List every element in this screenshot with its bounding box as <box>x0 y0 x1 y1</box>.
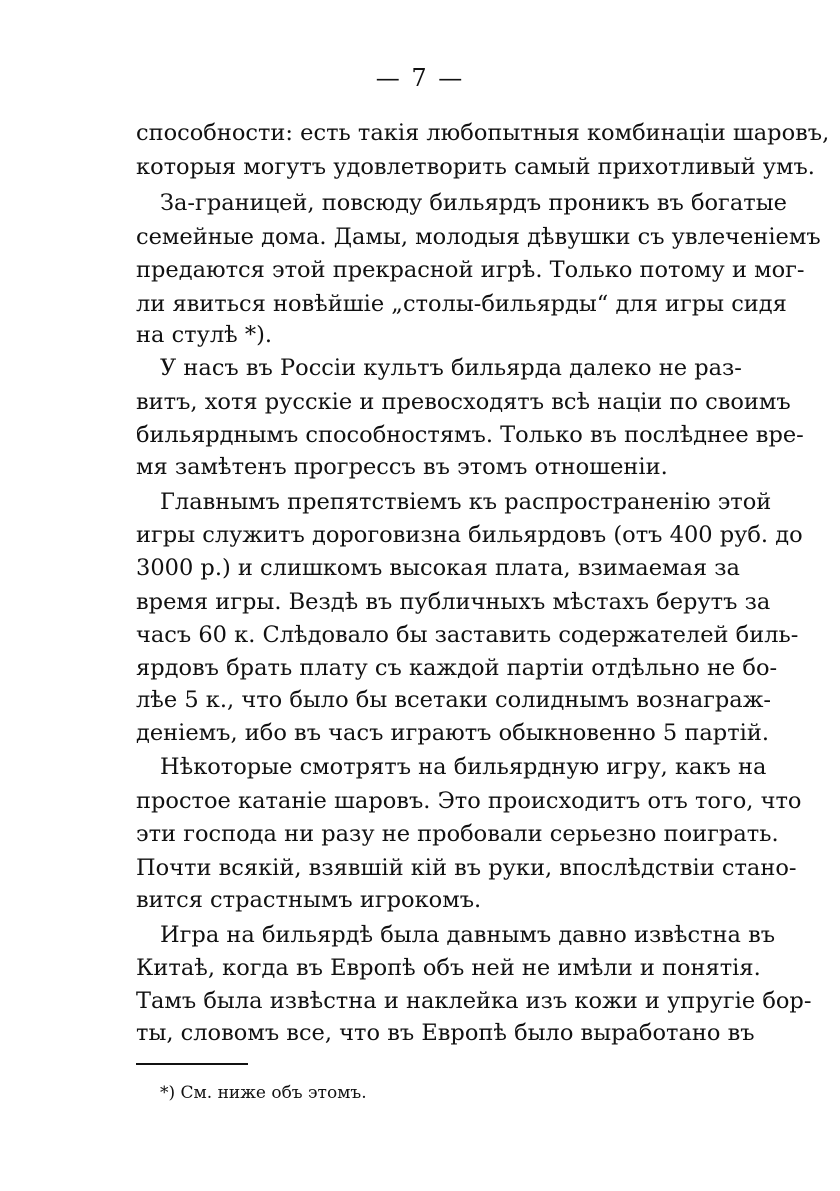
text-line: Тамъ была извѣстна и наклейка изъ кожи и упругіе бор- <box>136 988 812 1014</box>
text-line: деніемъ, ибо въ часъ играютъ обыкновенно 5 партій. <box>136 720 769 746</box>
footnote: *) См. ниже объ этомъ. <box>160 1083 367 1103</box>
text-line: Китаѣ, когда въ Европѣ объ ней не имѣли и понятія. <box>136 955 761 981</box>
text-line: предаются этой прекрасной игрѣ. Только потому и мог- <box>136 257 805 283</box>
text-line: лѣе 5 к., что было бы всетаки солиднымъ вознаграж- <box>136 687 772 713</box>
text-line: вится страстнымъ игрокомъ. <box>136 887 482 913</box>
text-line: бильярднымъ способностямъ. Только въ послѣднее вре- <box>136 422 804 448</box>
text-line: У насъ въ Россіи культъ бильярда далеко не раз- <box>160 355 742 381</box>
text-line: ли явиться новѣйшіе „столы-бильярды“ для игры сидя <box>136 291 787 317</box>
text-line: простое катаніе шаровъ. Это происходитъ отъ того, что <box>136 788 802 814</box>
footnote-rule <box>136 1063 248 1065</box>
text-line: мя замѣтенъ прогрессъ въ этомъ отношеніи. <box>136 454 668 480</box>
text-line: способности: есть такія любопытныя комбинаціи шаровъ, <box>136 120 830 146</box>
text-line: игры служитъ дороговизна бильярдовъ (отъ 400 руб. до <box>136 522 803 548</box>
text-line: которыя могутъ удовлетворить самый прихотливый умъ. <box>136 154 815 180</box>
text-line: витъ, хотя русскіе и превосходятъ всѣ націи по своимъ <box>136 389 791 415</box>
text-line: ярдовъ брать плату съ каждой партіи отдѣльно не бо- <box>136 655 778 681</box>
text-line: Главнымъ препятствіемъ къ распространенію этой <box>160 489 772 515</box>
text-line: Почти всякій, взявшій кій въ руки, впослѣдствіи стано- <box>136 855 797 881</box>
text-line: Игра на бильярдѣ была давнымъ давно извѣстна въ <box>160 922 776 948</box>
text-line: эти господа ни разу не пробовали серьезно поиграть. <box>136 821 779 847</box>
text-line: 3000 р.) и слишкомъ высокая плата, взимаемая за <box>136 555 740 581</box>
text-line: За-границей, повсюду бильярдъ проникъ въ богатые <box>160 190 787 216</box>
page-number: — 7 — <box>375 64 465 92</box>
text-line: на стулѣ *). <box>136 322 273 348</box>
text-line: Нѣкоторые смотрятъ на бильярдную игру, какъ на <box>160 754 767 780</box>
text-line: ты, словомъ все, что въ Европѣ было выработано въ <box>136 1020 755 1046</box>
text-line: семейные дома. Дамы, молодыя дѣвушки съ увлеченіемъ <box>136 224 821 250</box>
text-line: время игры. Вездѣ въ публичныхъ мѣстахъ берутъ за <box>136 589 771 615</box>
text-line: часъ 60 к. Слѣдовало бы заставить содержателей биль- <box>136 622 799 648</box>
